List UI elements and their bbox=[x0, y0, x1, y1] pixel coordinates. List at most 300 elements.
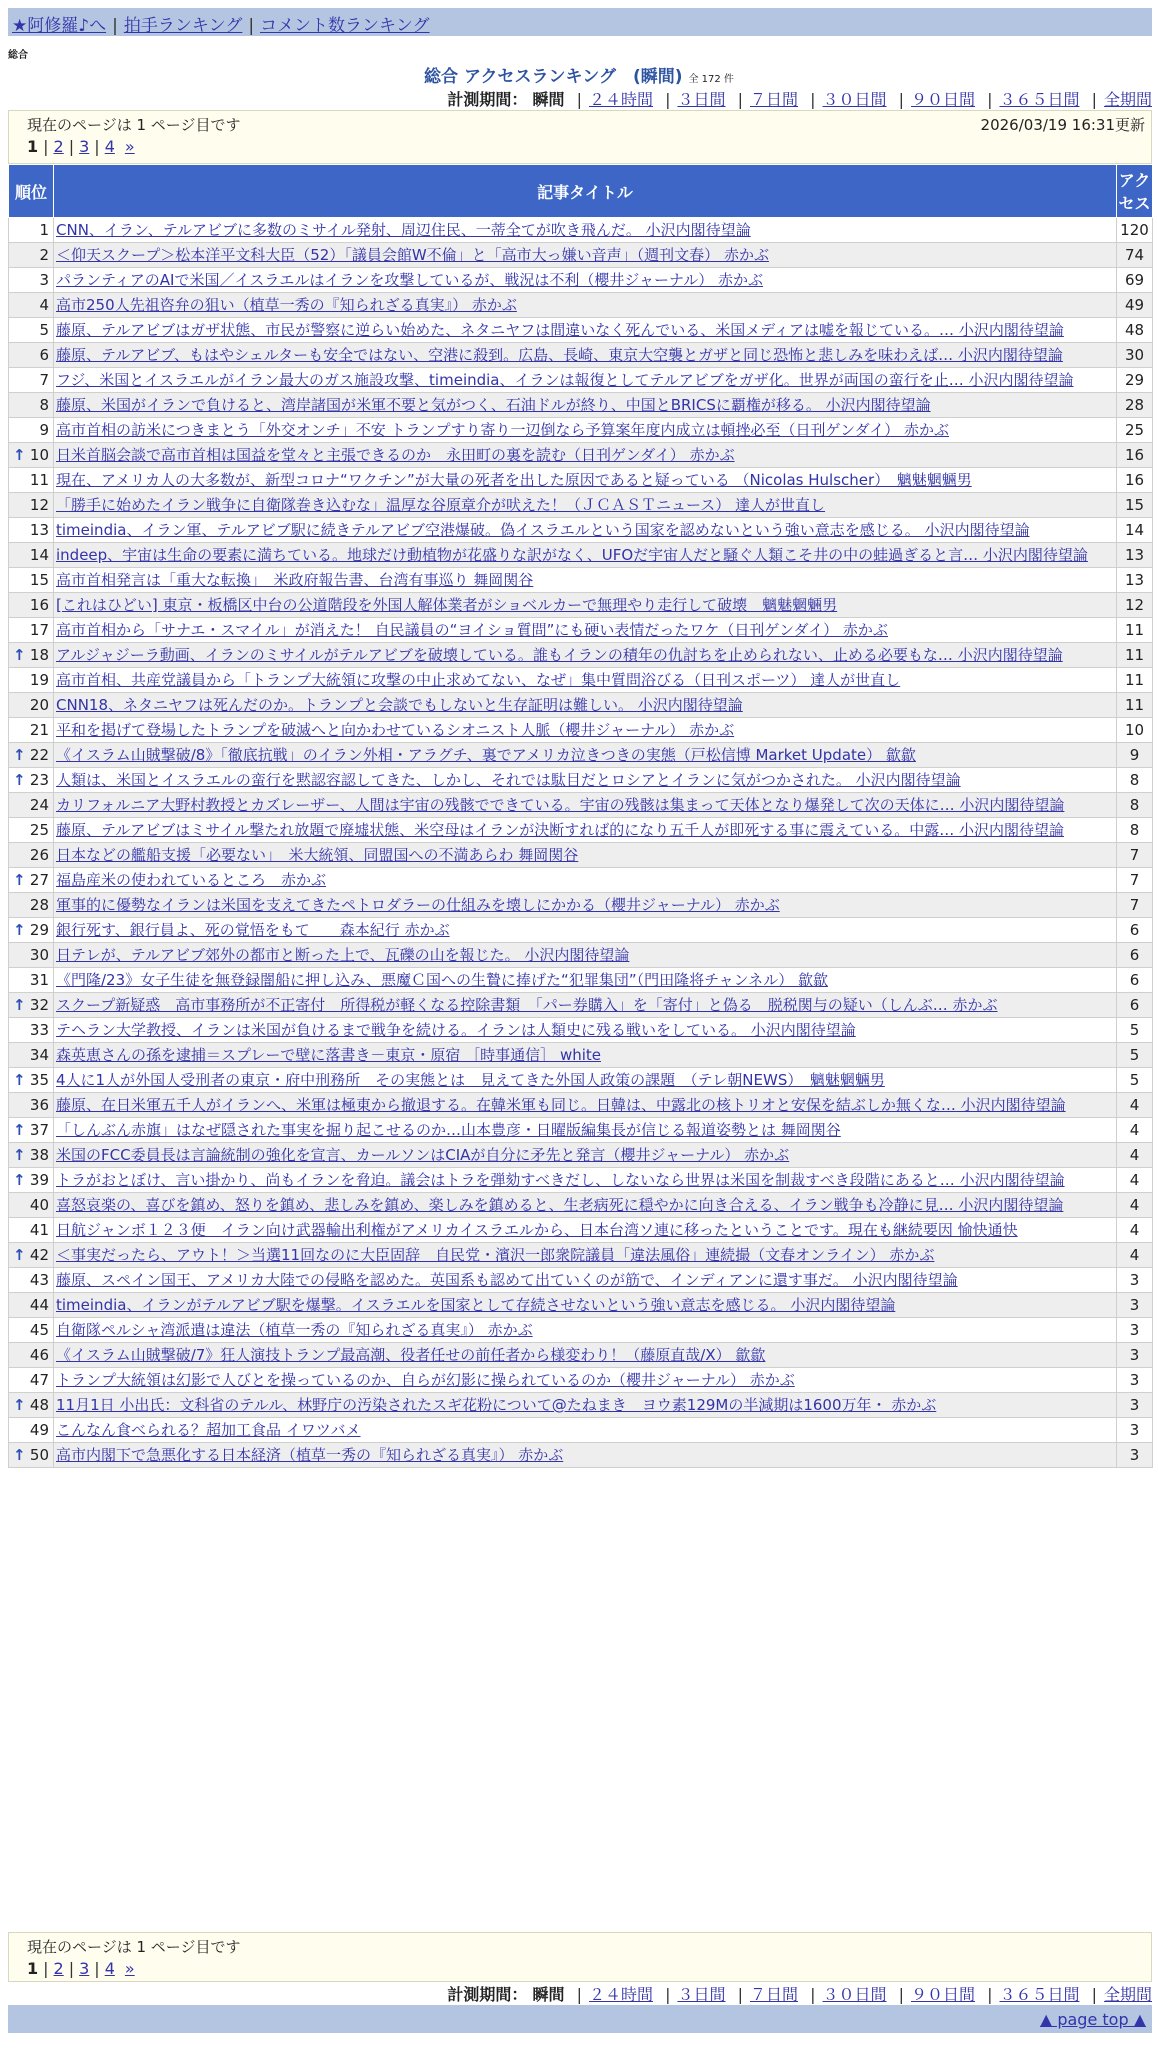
rank-cell bbox=[9, 293, 54, 318]
rank-number: 30 bbox=[29, 946, 49, 964]
rank-cell bbox=[9, 343, 54, 368]
article-title-link[interactable]: 藤原、米国がイランで負けると、湾岸諸国が米軍不要と気がつく、石油ドルが終り、中国とBRICSに覇権が移る。 小沢内閣待望論 bbox=[56, 396, 931, 414]
table-row bbox=[9, 368, 1153, 393]
home-link[interactable]: ★阿修羅♪へ bbox=[12, 16, 107, 36]
article-title-link[interactable]: 《イスラム山賊撃破/8》「徹底抗戦」のイラン外相・アラグチ、裏でアメリカ泣きつきの実態（戸松信博 Market Update） 歙歙 bbox=[56, 746, 916, 764]
pager-separator: | bbox=[94, 137, 100, 156]
title-cell bbox=[54, 268, 1117, 293]
pager-page-2[interactable]: 2 bbox=[53, 1959, 64, 1978]
rank-number: 39 bbox=[29, 1171, 49, 1189]
table-row bbox=[9, 1018, 1153, 1043]
table-row bbox=[9, 293, 1153, 318]
access-count: 120 bbox=[1117, 218, 1153, 243]
rank-number: 36 bbox=[29, 1096, 49, 1114]
rank-cell bbox=[9, 1343, 54, 1368]
rank-number: 32 bbox=[29, 996, 49, 1014]
access-count: 6 bbox=[1117, 918, 1153, 943]
table-row bbox=[9, 1143, 1153, 1168]
article-title-link[interactable]: 喜怒哀楽の、喜びを鎮め、怒りを鎮め、悲しみを鎮め、楽しみを鎮めると、生老病死に穏やかに向き合える、イラン戦争も冷静に見… 小沢内閣待望論 bbox=[56, 1196, 1064, 1214]
table-row bbox=[9, 768, 1153, 793]
rank-cell bbox=[9, 918, 54, 943]
article-title-link[interactable]: 11月1日 小出氏：文科省のテルル、林野庁の汚染されたスギ花粉について@たねまき ヨウ素129Mの半減期は1600万年・ 赤かぶ bbox=[56, 1396, 937, 1414]
page-status: 現在のページは 1 ページ目です bbox=[27, 116, 241, 134]
table-row bbox=[9, 1243, 1153, 1268]
rank-cell bbox=[9, 1243, 54, 1268]
article-title-link[interactable]: 《門隆/23》女子生徒を無登録闇船に押し込み、悪魔Ｃ国への生贄に捧げた“犯罪集団”（門田隆将チャンネル） 歙歙 bbox=[56, 971, 828, 989]
rank-number: 2 bbox=[39, 246, 49, 264]
table-row bbox=[9, 1043, 1153, 1068]
rank-cell bbox=[9, 318, 54, 343]
period-current: 瞬間 bbox=[532, 1985, 565, 2004]
rank-cell bbox=[9, 718, 54, 743]
rank-number: 22 bbox=[29, 746, 49, 764]
table-header bbox=[9, 165, 1153, 218]
title-cell bbox=[54, 368, 1117, 393]
page-info-top bbox=[8, 110, 1152, 164]
title-cell bbox=[54, 393, 1117, 418]
title-cell bbox=[54, 893, 1117, 918]
access-count: 5 bbox=[1117, 1043, 1153, 1068]
period-24h-link[interactable]: ２４時間 bbox=[588, 1985, 653, 2004]
title-cell bbox=[54, 1068, 1117, 1093]
rank-up-arrow-icon: ↑ bbox=[13, 446, 26, 464]
rank-number: 45 bbox=[29, 1321, 49, 1339]
title-cell bbox=[54, 1343, 1117, 1368]
table-row bbox=[9, 243, 1153, 268]
rank-cell bbox=[9, 693, 54, 718]
period-90d-link[interactable]: ９０日間 bbox=[910, 1985, 975, 2004]
title-cell bbox=[54, 818, 1117, 843]
period-all-link[interactable]: 全期間 bbox=[1103, 1985, 1152, 2004]
article-title-link[interactable]: 現在、アメリカ人の大多数が、新型コロナ“ワクチン”が大量の死者を出した原因であると疑っている （Nicolas Hulscher） 魑魅魍魎男 bbox=[56, 471, 972, 489]
table-row bbox=[9, 1118, 1153, 1143]
access-count: 14 bbox=[1117, 518, 1153, 543]
access-count: 4 bbox=[1117, 1093, 1153, 1118]
title-cell bbox=[54, 243, 1117, 268]
rank-up-arrow-icon: ↑ bbox=[13, 1446, 26, 1464]
table-row bbox=[9, 393, 1153, 418]
rank-number: 18 bbox=[29, 646, 49, 664]
rank-number: 11 bbox=[29, 471, 49, 489]
rank-cell bbox=[9, 943, 54, 968]
article-title-link[interactable]: 4人に1人が外国人受刑者の東京・府中刑務所 その実態とは 見えてきた外国人政策の課題 （テレ朝NEWS） 魑魅魍魎男 bbox=[56, 1071, 885, 1089]
period-label: 計測期間： bbox=[447, 90, 528, 109]
rank-cell bbox=[9, 218, 54, 243]
access-count: 4 bbox=[1117, 1118, 1153, 1143]
title-cell bbox=[54, 218, 1117, 243]
access-count: 7 bbox=[1117, 893, 1153, 918]
article-title-link[interactable]: トランプ大統領は幻影で人びとを操っているのか、自らが幻影に操られているのか（櫻井ジャーナル） 赤かぶ bbox=[56, 1371, 795, 1389]
title-cell bbox=[54, 1368, 1117, 1393]
rank-number: 17 bbox=[29, 621, 49, 639]
access-count: 13 bbox=[1117, 568, 1153, 593]
rank-number: 47 bbox=[29, 1371, 49, 1389]
access-count: 11 bbox=[1117, 643, 1153, 668]
table-row bbox=[9, 1393, 1153, 1418]
table-row bbox=[9, 1168, 1153, 1193]
article-title-link[interactable]: トラがおとぼけ、言い掛かり、尚もイランを脅迫。議会はトラを弾劾すべきだし、しないなら世界は米国を制裁すべき段階にあると… 小沢内閣待望論 bbox=[56, 1171, 1065, 1189]
pager-separator: | bbox=[43, 137, 49, 156]
rank-up-arrow-icon: ↑ bbox=[13, 1071, 26, 1089]
period-24h-link[interactable]: ２４時間 bbox=[588, 90, 653, 109]
rank-cell bbox=[9, 243, 54, 268]
article-title-link[interactable]: 日航ジャンボ１２３便 イラン向け武器輸出利権がアメリカイスラエルから、日本台湾ソ連に移ったということです。現在も継続要因 愉快通快 bbox=[56, 1221, 1018, 1239]
title-cell bbox=[54, 468, 1117, 493]
rank-number: 31 bbox=[29, 971, 49, 989]
article-title-link[interactable]: 自衛隊ペルシャ湾派遣は違法（植草一秀の『知られざる真実』） 赤かぶ bbox=[56, 1321, 533, 1339]
table-row bbox=[9, 668, 1153, 693]
title-cell bbox=[54, 543, 1117, 568]
rank-cell bbox=[9, 993, 54, 1018]
pager-page-2[interactable]: 2 bbox=[53, 137, 64, 156]
article-title-link[interactable]: 高市首相発言は「重大な転換」 米政府報告書、台湾有事巡り 舞岡関谷 bbox=[56, 571, 534, 589]
article-title-link[interactable]: 藤原、テルアビブはミサイル撃たれ放題で廃墟状態、米空母はイランが決断すれば的になり五千人が即死する事に震えている。中露… 小沢内閣待望論 bbox=[56, 821, 1064, 839]
article-title-link[interactable]: 高市首相の訪米につきまとう「外交オンチ」不安 トランプすり寄り一辺倒なら予算案年度内成立は頓挫必至（日刊ゲンダイ） 赤かぶ bbox=[56, 421, 950, 439]
updated-time: 2026/03/19 16:31更新 bbox=[980, 116, 1145, 134]
title-cell bbox=[54, 918, 1117, 943]
article-title-link[interactable]: 高市内閣下で急悪化する日本経済（植草一秀の『知られざる真実』） 赤かぶ bbox=[56, 1446, 564, 1464]
article-title-link[interactable]: フジ、米国とイスラエルがイラン最大のガス施設攻撃、timeindia、イランは報復としてテルアビブをガザ化。世界が両国の蛮行を止… 小沢内閣待望論 bbox=[56, 371, 1074, 389]
rank-cell bbox=[9, 868, 54, 893]
rank-cell bbox=[9, 1368, 54, 1393]
article-title-link[interactable]: CNN、イラン、テルアビブに多数のミサイル発射、周辺住民、一蒂全てが吹き飛んだ。 小沢内閣待望論 bbox=[56, 221, 751, 239]
article-title-link[interactable]: こんなん食べられる？超加工食品 イワツバメ bbox=[56, 1421, 361, 1439]
pager-page-3[interactable]: 3 bbox=[79, 1959, 90, 1978]
access-count: 8 bbox=[1117, 768, 1153, 793]
article-title-link[interactable]: 平和を掲げて登場したトランプを破滅へと向かわせているシオニスト人脈（櫻井ジャーナル） 赤かぶ bbox=[56, 721, 735, 739]
rank-number: 37 bbox=[29, 1121, 49, 1139]
rank-cell bbox=[9, 593, 54, 618]
period-all-link[interactable]: 全期間 bbox=[1103, 90, 1152, 109]
title-cell bbox=[54, 793, 1117, 818]
title-cell bbox=[54, 1293, 1117, 1318]
table-row bbox=[9, 593, 1153, 618]
table-row bbox=[9, 943, 1153, 968]
pager-bottom bbox=[27, 1959, 135, 1978]
article-title-link[interactable]: 高市首相、共産党議員から「トランプ大統領に攻撃の中止求めてない、なぜ」集中質問浴びる（日刊スポーツ） 達人が世直し bbox=[56, 671, 901, 689]
table-row bbox=[9, 218, 1153, 243]
article-title-link[interactable]: timeindia、イランがテルアビブ駅を爆撃。イスラエルを国家として存続させないという強い意志を感じる。 小沢内閣待望論 bbox=[56, 1296, 896, 1314]
pager-separator: | bbox=[94, 1959, 100, 1978]
rank-number: 27 bbox=[29, 871, 49, 889]
col-rank-header: 順位 bbox=[9, 165, 54, 218]
pager-next[interactable]: » bbox=[124, 1959, 135, 1978]
access-count: 11 bbox=[1117, 693, 1153, 718]
pager-separator: | bbox=[68, 137, 75, 156]
page-top-link[interactable]: ▲ page top ▲ bbox=[1039, 2010, 1146, 2029]
period-separator: | bbox=[1091, 90, 1097, 109]
rank-number: 15 bbox=[29, 571, 49, 589]
title-cell bbox=[54, 1018, 1117, 1043]
access-count: 49 bbox=[1117, 293, 1153, 318]
title-cell bbox=[54, 493, 1117, 518]
rank-up-arrow-icon: ↑ bbox=[13, 871, 26, 889]
rank-number: 50 bbox=[29, 1446, 49, 1464]
pager-current: 1 bbox=[27, 137, 39, 156]
title-cell bbox=[54, 293, 1117, 318]
rank-cell bbox=[9, 893, 54, 918]
rank-up-arrow-icon: ↑ bbox=[13, 996, 26, 1014]
pager-top bbox=[27, 137, 135, 156]
access-count: 16 bbox=[1117, 468, 1153, 493]
rank-number: 20 bbox=[29, 696, 49, 714]
title-cell bbox=[54, 618, 1117, 643]
access-count: 11 bbox=[1117, 618, 1153, 643]
title-cell bbox=[54, 718, 1117, 743]
rank-cell bbox=[9, 1018, 54, 1043]
table-row bbox=[9, 718, 1153, 743]
rank-number: 41 bbox=[29, 1221, 49, 1239]
access-count: 3 bbox=[1117, 1443, 1153, 1468]
title-cell bbox=[54, 1193, 1117, 1218]
article-title-link[interactable]: 高市250人先祖咨弁の狙い（植草一秀の『知られざる真実』） 赤かぶ bbox=[56, 296, 517, 314]
access-count: 3 bbox=[1117, 1343, 1153, 1368]
rank-up-arrow-icon: ↑ bbox=[13, 921, 26, 939]
access-count: 7 bbox=[1117, 843, 1153, 868]
title-cell bbox=[54, 418, 1117, 443]
period-separator: | bbox=[576, 90, 582, 109]
article-title-link[interactable]: 福島産米の使われているところ 赤かぶ bbox=[56, 871, 327, 889]
pager-current: 1 bbox=[27, 1959, 39, 1978]
rank-cell bbox=[9, 1068, 54, 1093]
article-title-link[interactable]: 高市首相から「サナエ・スマイル」が消えた！ 自民議員の“ヨイショ質問”にも硬い表情だったワケ（日刊ゲンダイ） 赤かぶ bbox=[56, 621, 888, 639]
title-cell bbox=[54, 1443, 1117, 1468]
title-cell bbox=[54, 1243, 1117, 1268]
article-title-link[interactable]: CNN18、ネタニヤフは死んだのか。トランプと会談でもしないと生存証明は難しい。 小沢内閣待望論 bbox=[56, 696, 743, 714]
pager-page-4[interactable]: 4 bbox=[104, 1959, 115, 1978]
article-title-link[interactable]: 人類は、米国とイスラエルの蛮行を黙認容認してきた、しかし、それでは駄目だとロシアとイランに気がつかされた。 小沢内閣待望論 bbox=[56, 771, 961, 789]
rank-cell bbox=[9, 1318, 54, 1343]
article-title-link[interactable]: 森英恵さんの孫を逮捕＝スプレーで壁に落書き－東京・原宿 ［時事通信］ white bbox=[56, 1046, 601, 1064]
rank-cell bbox=[9, 668, 54, 693]
access-count: 3 bbox=[1117, 1318, 1153, 1343]
period-label: 計測期間： bbox=[447, 1985, 528, 2004]
pager-page-4[interactable]: 4 bbox=[104, 137, 115, 156]
access-count: 4 bbox=[1117, 1243, 1153, 1268]
rank-cell bbox=[9, 1043, 54, 1068]
title-cell bbox=[54, 1418, 1117, 1443]
rank-number: 10 bbox=[29, 446, 49, 464]
period-30d-link[interactable]: ３０日間 bbox=[822, 1985, 887, 2004]
table-row bbox=[9, 968, 1153, 993]
rank-number: 29 bbox=[29, 921, 49, 939]
col-access-header: アクセス bbox=[1117, 165, 1153, 218]
article-title-link[interactable]: [これはひどい] 東京・板橋区中台の公道階段を外国人解体業者がショベルカーで無理やり走行して破壊 魑魅魍魎男 bbox=[56, 596, 838, 614]
table-row bbox=[9, 643, 1153, 668]
rank-cell bbox=[9, 1393, 54, 1418]
rank-cell bbox=[9, 643, 54, 668]
article-title-link[interactable]: 日本などの艦船支援「必要ない」 米大統領、同盟国への不満あらわ 舞岡関谷 bbox=[56, 846, 579, 864]
access-count: 74 bbox=[1117, 243, 1153, 268]
rank-up-arrow-icon: ↑ bbox=[13, 1171, 26, 1189]
access-count: 5 bbox=[1117, 1018, 1153, 1043]
rank-cell bbox=[9, 1218, 54, 1243]
title-cell bbox=[54, 1168, 1117, 1193]
title-cell bbox=[54, 968, 1117, 993]
access-count: 5 bbox=[1117, 1068, 1153, 1093]
rank-cell bbox=[9, 618, 54, 643]
article-title-link[interactable]: アルジャジーラ動画、イランのミサイルがテルアビブを破壊している。誰もイランの積年の仇討ちを止められない、止める必要もな… 小沢内閣待望論 bbox=[56, 646, 1063, 664]
table-row bbox=[9, 268, 1153, 293]
period-separator: | bbox=[665, 1985, 671, 2004]
title-cell bbox=[54, 1318, 1117, 1343]
table-row bbox=[9, 468, 1153, 493]
table-row bbox=[9, 443, 1153, 468]
rank-cell bbox=[9, 268, 54, 293]
article-title-link[interactable]: 藤原、テルアビブはガザ状態、市民が警察に逆らい始めた、ネタニヤフは間違いなく死んでいる、米国メディアは嘘を報じている。… 小沢内閣待望論 bbox=[56, 321, 1064, 339]
title-cell bbox=[54, 568, 1117, 593]
rank-up-arrow-icon: ↑ bbox=[13, 1121, 26, 1139]
period-365d-link[interactable]: ３６５日間 bbox=[999, 1985, 1080, 2004]
period-separator: | bbox=[810, 90, 816, 109]
table-row bbox=[9, 843, 1153, 868]
period-separator: | bbox=[987, 90, 993, 109]
rank-number: 28 bbox=[29, 896, 49, 914]
nav-separator: | bbox=[248, 16, 255, 36]
period-3d-link[interactable]: ３日間 bbox=[677, 90, 726, 109]
rank-number: 16 bbox=[29, 596, 49, 614]
article-title-link[interactable]: ＜仰天スクープ＞松本洋平文科大臣（52）「議員会館W不倫」と「高市大っ嫌い音声」（週刊文春） 赤かぶ bbox=[56, 246, 769, 264]
rank-cell bbox=[9, 1168, 54, 1193]
table-row bbox=[9, 1218, 1153, 1243]
article-title-link[interactable]: ＜事実だったら、アウト！＞当選11回なのに大臣固辞 自民党・濱沢一郎衆院議員「違法風俗」連続撮（文春オンライン） 赤かぶ bbox=[56, 1246, 935, 1264]
article-title-link[interactable]: 藤原、テルアビブ、もはやシェルターも安全ではない、空港に殺到。広島、長崎、東京大空襲とガザと同じ恐怖と悲しみを味わえば… 小沢内閣待望論 bbox=[56, 346, 1063, 364]
pager-separator: | bbox=[68, 1959, 75, 1978]
rank-number: 44 bbox=[29, 1296, 49, 1314]
article-title-link[interactable]: 米国のFCC委員長は言論統制の強化を宣言、カールソンはCIAが自分に矛先と発言（櫻井ジャーナル） 赤かぶ bbox=[56, 1146, 790, 1164]
access-count: 8 bbox=[1117, 793, 1153, 818]
rank-cell bbox=[9, 1093, 54, 1118]
article-title-link[interactable]: 軍事的に優勢なイランは米国を支えてきたペトロダラーの仕組みを壊しにかかる（櫻井ジャーナル） 赤かぶ bbox=[56, 896, 780, 914]
period-7d-link[interactable]: ７日間 bbox=[749, 1985, 798, 2004]
period-7d-link[interactable]: ７日間 bbox=[749, 90, 798, 109]
rank-cell bbox=[9, 1193, 54, 1218]
article-title-link[interactable]: 「勝手に始めたイラン戦争に自衛隊巻き込むな」温厚な谷原章介が吠えた！（ＪＣＡＳＴニュース） 達人が世直し bbox=[56, 496, 826, 514]
table-row bbox=[9, 993, 1153, 1018]
table-row bbox=[9, 1093, 1153, 1118]
article-title-link[interactable]: 銀行死す、銀行員よ、死の覚悟をもて 森本紀行 赤かぶ bbox=[56, 921, 450, 939]
access-count: 28 bbox=[1117, 393, 1153, 418]
period-separator: | bbox=[987, 1985, 993, 2004]
access-count: 10 bbox=[1117, 718, 1153, 743]
rank-number: 26 bbox=[29, 846, 49, 864]
rank-number: 3 bbox=[39, 271, 49, 289]
article-title-link[interactable]: パランティアのAIで米国／イスラエルはイランを攻撃しているが、戦況は不利（櫻井ジャーナル） 赤かぶ bbox=[56, 271, 764, 289]
nav-separator: | bbox=[112, 16, 118, 36]
rank-cell bbox=[9, 543, 54, 568]
access-count: 3 bbox=[1117, 1368, 1153, 1393]
article-title-link[interactable]: 「しんぶん赤旗」はなぜ隠された事実を掘り起こせるのか…山本豊彦・日曜版編集長が信じる報道姿勢とは 舞岡関谷 bbox=[56, 1121, 841, 1139]
rank-number: 42 bbox=[29, 1246, 49, 1264]
table-row bbox=[9, 1343, 1153, 1368]
ranking-body bbox=[9, 218, 1153, 1468]
title-cell bbox=[54, 1143, 1117, 1168]
article-title-link[interactable]: 藤原、在日米軍五千人がイランへ、米軍は極東から撤退する。在韓米軍も同じ。日韓は、中露北の核トリオと安保を結ぶしか無くな… 小沢内閣待望論 bbox=[56, 1096, 1066, 1114]
access-count: 6 bbox=[1117, 968, 1153, 993]
article-title-link[interactable]: indeep、宇宙は生命の要素に満ちている。地球だけ動植物が花盛りな訳がなく、UFOだ宇宙人だと騒ぐ人類こそ井の中の蛙過ぎると言… 小沢内閣待望論 bbox=[56, 546, 1088, 564]
period-90d-link[interactable]: ９０日間 bbox=[910, 90, 975, 109]
rank-cell bbox=[9, 468, 54, 493]
title-cell bbox=[54, 318, 1117, 343]
period-separator: | bbox=[665, 90, 671, 109]
access-count: 3 bbox=[1117, 1418, 1153, 1443]
access-count: 12 bbox=[1117, 593, 1153, 618]
period-separator: | bbox=[898, 1985, 904, 2004]
article-title-link[interactable]: 《イスラム山賊撃破/7》狂人演技トランプ最高潮、役者任せの前任者から様変わり！（藤原直哉/Ⅹ） 歙歙 bbox=[56, 1346, 766, 1364]
title-cell bbox=[54, 1093, 1117, 1118]
rank-number: 40 bbox=[29, 1196, 49, 1214]
table-row bbox=[9, 418, 1153, 443]
rank-number: 4 bbox=[39, 296, 49, 314]
period-365d-link[interactable]: ３６５日間 bbox=[999, 90, 1080, 109]
rank-cell bbox=[9, 1268, 54, 1293]
table-row bbox=[9, 1318, 1153, 1343]
article-title-link[interactable]: カリフォルニア大野村教授とカズレーザー、人間は宇宙の残骸でできている。宇宙の残骸は集まって天体となり爆発して次の天体に… 小沢内閣待望論 bbox=[56, 796, 1065, 814]
access-count: 30 bbox=[1117, 343, 1153, 368]
rank-number: 34 bbox=[29, 1046, 49, 1064]
article-title-link[interactable]: テヘラン大学教授、イランは米国が負けるまで戦争を続ける。イランは人類史に残る戦いをしている。 小沢内閣待望論 bbox=[56, 1021, 856, 1039]
rank-number: 48 bbox=[29, 1396, 49, 1414]
pager-page-3[interactable]: 3 bbox=[79, 137, 90, 156]
table-row bbox=[9, 518, 1153, 543]
rank-cell bbox=[9, 418, 54, 443]
rank-number: 46 bbox=[29, 1346, 49, 1364]
rank-number: 19 bbox=[29, 671, 49, 689]
table-row bbox=[9, 1443, 1153, 1468]
rank-cell bbox=[9, 968, 54, 993]
access-count: 6 bbox=[1117, 993, 1153, 1018]
rank-number: 1 bbox=[39, 221, 49, 239]
top-nav-bar bbox=[8, 8, 1152, 36]
applause-ranking-link[interactable]: 拍手ランキング bbox=[123, 16, 243, 36]
article-title-link[interactable]: スクープ新疑惑 高市事務所が不正寄付 所得税が軽くなる控除書類 「パー券購入」を「寄付」と偽る 脱税関与の疑い（しんぶ… 赤かぶ bbox=[56, 996, 998, 1014]
article-title-link[interactable]: 日テレが、テルアビブ郊外の都市と断った上で、瓦礫の山を報じた。 小沢内閣待望論 bbox=[56, 946, 630, 964]
table-row bbox=[9, 868, 1153, 893]
footer-bar bbox=[8, 2005, 1152, 2033]
rank-number: 6 bbox=[39, 346, 49, 364]
period-separator: | bbox=[1091, 1985, 1097, 2004]
rank-number: 12 bbox=[29, 496, 49, 514]
total-count: 全 172 件 bbox=[688, 74, 734, 85]
table-row bbox=[9, 318, 1153, 343]
category-label: 総合 bbox=[8, 50, 28, 61]
access-count: 3 bbox=[1117, 1268, 1153, 1293]
rank-number: 35 bbox=[29, 1071, 49, 1089]
article-title-link[interactable]: 日米首脳会談で高市首相は国益を堂々と主張できるのか 永田町の裏を読む（日刊ゲンダイ） 赤かぶ bbox=[56, 446, 735, 464]
article-title-link[interactable]: timeindia、イラン軍、テルアビブ駅に続きテルアビブ空港爆破。偽イスラエルという国家を認めないという強い意志を感じる。 小沢内閣待望論 bbox=[56, 521, 1030, 539]
rank-cell bbox=[9, 843, 54, 868]
pager-next[interactable]: » bbox=[124, 137, 135, 156]
rank-number: 38 bbox=[29, 1146, 49, 1164]
access-count: 8 bbox=[1117, 818, 1153, 843]
rank-number: 33 bbox=[29, 1021, 49, 1039]
title-cell bbox=[54, 1268, 1117, 1293]
rank-cell bbox=[9, 1143, 54, 1168]
article-title-link[interactable]: 藤原、スペイン国王、アメリカ大陸での侵略を認めた。英国系も認めて出ていくのが筋で、インディアンに還す事だ。 小沢内閣待望論 bbox=[56, 1271, 958, 1289]
comment-ranking-link[interactable]: コメント数ランキング bbox=[260, 16, 430, 36]
period-30d-link[interactable]: ３０日間 bbox=[822, 90, 887, 109]
period-3d-link[interactable]: ３日間 bbox=[677, 1985, 726, 2004]
title-cell bbox=[54, 1393, 1117, 1418]
period-separator: | bbox=[898, 90, 904, 109]
rank-cell bbox=[9, 368, 54, 393]
rank-cell bbox=[9, 1118, 54, 1143]
rank-number: 21 bbox=[29, 721, 49, 739]
access-count: 4 bbox=[1117, 1193, 1153, 1218]
rank-number: 24 bbox=[29, 796, 49, 814]
period-selector-bottom bbox=[447, 1982, 1152, 2005]
title-cell bbox=[54, 593, 1117, 618]
